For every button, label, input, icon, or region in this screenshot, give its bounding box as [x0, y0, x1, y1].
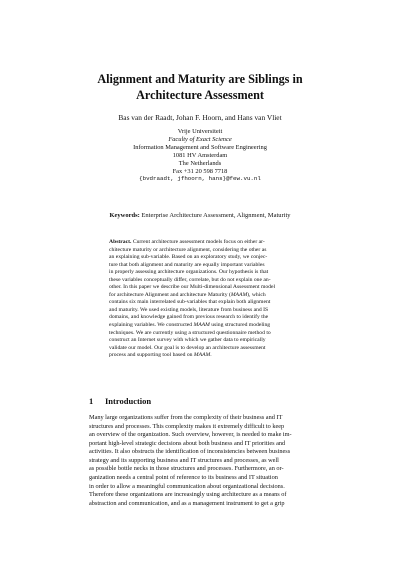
body-line: abstraction and communication, and as a management instrument to get a grip [89, 499, 285, 507]
abstract-line: in properly assessing architecture organizations. Our hypothesis is that [109, 269, 269, 276]
body-line: in order to allow a meaningful communication about organizational decisions. [89, 482, 285, 490]
abstract-line: construct an Internet survey with which we gather data to empirically [109, 337, 266, 344]
body-line: as possible bottle necks in those structures and processes. Furthermore, an or- [89, 465, 284, 473]
body-line: ganization needs a central point of reference to its business and IT situation [89, 473, 278, 481]
keywords-label: Keywords: [109, 212, 140, 219]
abstract-line: explaining variables. We constructed MAAM using structured modeling [109, 322, 271, 329]
abstract-line-1 [109, 239, 329, 247]
abstract-line: domains, and knowledge gained from previous research to identify the [109, 314, 269, 321]
affiliation-fax: Fax +31 20 598 7718 [172, 167, 228, 175]
body-line: Therefore these organizations are increasingly using architecture as a means of [89, 491, 287, 499]
abstract-line: and maturity. We used existing models, literature from business and IS [109, 306, 269, 313]
section-heading [89, 396, 349, 406]
title-line-2: Architecture Assessment [136, 88, 264, 102]
title-line-1: Alignment and Maturity are Siblings in [97, 72, 303, 86]
abstract-line: these variables conceptually differ, correlate, but do not explain one an- [109, 276, 271, 283]
affiliation-email: {bvdraadt, jfhoorn, hans}@few.vu.nl [139, 175, 261, 183]
abstract-line-1-text: Current architecture assessment models focus on either ar- [132, 239, 265, 245]
section-title: Introduction [105, 396, 152, 406]
abstract-line: techniques. We are currently using a structured questionnaire method to [109, 329, 271, 336]
abstract [109, 239, 329, 360]
body-line: Many large organizations suffer from the complexity of their business and IT [89, 414, 283, 421]
abstract-line: for architecture Alignment and architecture Maturity (MAAM), which [109, 291, 266, 298]
abstract-line: ture that both alignment and maturity are equally important variables [109, 261, 265, 268]
keywords-text: Enterprise Architecture Assessment, Alignment, Maturity [141, 212, 291, 219]
abstract-line: other. In this paper we describe our Multi-dimensional Assessment model [109, 284, 276, 291]
body-line: an overview of the organization. Such overview, however, is needed to make im- [89, 431, 292, 439]
section-number: 1 [89, 396, 94, 406]
abstract-line: an explaining sub-variable. Based on an exploratory study, we conjec- [109, 254, 268, 261]
abstract-line: process and supporting tool based on MAAM. [109, 352, 212, 359]
body-line: activities. It also obstructs the identification of inconsistencies between business [89, 448, 291, 456]
abstract-label: Abstract. [109, 239, 132, 245]
abstract-line: chitecture maturity or architecture alignment, considering the other as [109, 246, 267, 253]
affiliation-country: The Netherlands [178, 159, 222, 167]
author-list: Bas van der Raadt, Johan F. Hoorn, and Hans van Vliet [118, 113, 282, 122]
body-line: portant high-level strategic decisions about both business and IT priorities and [89, 439, 286, 447]
body-line: strategy and its supporting business and IT structures and processes, as well [89, 456, 279, 464]
affiliation-address: 1081 HV Amsterdam [172, 151, 228, 159]
introduction-body [89, 414, 313, 508]
paper-title [0, 71, 400, 103]
abstract-line: contains six main interrelated sub-variables that explain both alignment [109, 299, 271, 306]
affiliation-block [0, 128, 400, 183]
keywords [0, 211, 400, 220]
affiliation-university: Vrije Universiteit [177, 128, 223, 135]
body-line: structures and processes. This complexity makes it extremely difficult to keep [89, 422, 285, 430]
affiliation-department: Information Management and Software Engineering [133, 143, 267, 151]
abstract-line: validate our model. Our goal is to develop an architecture assessment [109, 344, 266, 351]
affiliation-faculty: Faculty of Exact Science [168, 135, 232, 143]
